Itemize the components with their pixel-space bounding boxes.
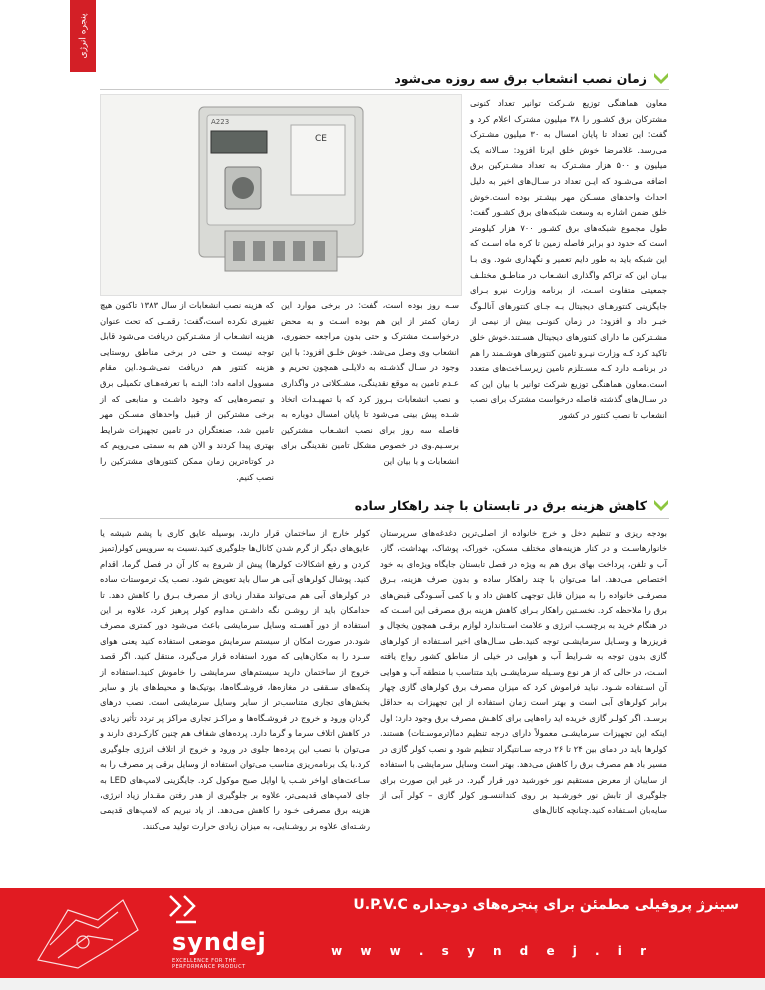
ad-brand: syndej <box>172 928 267 956</box>
article2-heading <box>355 497 669 513</box>
article1-heading <box>394 70 669 86</box>
article2-column-left <box>100 526 370 834</box>
article1-title: زمان نصب انشعاب برق سه روزه می‌شود <box>394 70 647 86</box>
article1-column-right <box>470 96 667 423</box>
syndej-logo <box>166 892 276 972</box>
section-tab <box>70 0 96 72</box>
syndej-mark-icon <box>166 892 206 928</box>
ad-tagline: EXCELLENCE FOR THE PERFORMANCE PRODUCT <box>172 958 246 970</box>
article1-text-right: معاون هماهنگی توزیع شـرکت توانیر تعداد کنونی مشترکان برق کشـور را ۳۸ میلیون مشترک اعلام کرد و گفت: این تعداد تا پایان امسال به ۳۰ میلیون مشـترک می‌رسد. غلامرضا خوش خلق ایرنا افزود: سـالانه یک میلیون و ۵۰۰ هزار مشـترک به تعداد مشـترکین برق اضافه می‌شـود که ایـن تعداد در سـال‌های اخیر به دلیل احداث واحدهای مسـکن مهر بیشـتر بوده است.خوش خلق ضمن اشاره به وسعت شبکه‌های برق کشـور گفت: طول مجموع شبکه‌های برق کشـور ۷۰۰ هزار کیلومتر است که حدود دو برابر فاصله زمین تا کره ماه اسـت که این شبکه باید به طور دایم تعمیر و نگهداری شود. وی بـا بیـان این که تراکم واگذاری انشـعاب در مناطـق مختلـف جمعیتی متفاوت اسـت، از برنامه وزارت نیرو بـرای جایگزینی کنتورهـای دیجیتال بـه جـای کنتورهای آنالـوگ خبـر داد و افزود: در زمان کنونـی بیش از نیمی از مشـترکین ما دارای کنتورهای دیجیتال هسـتند.خوش خلق تاکید کرد کـه وزارت نیـرو تامین کنتورهای هوشـمند را هم در برنامـه دارد کـه مسـتلزم تامین زیرسـاخت‌های متعدد است.معاون هماهنگی توزیع شرکت توانیر با بیان این که در سـال‌های گذشته فاصله درخواست مشترک برای نصب انشعاب تا نصب کنتور در کشور <box>470 98 667 420</box>
article2-title: کاهش هزینه برق در تابستان با چند راهکار ساده <box>354 497 647 513</box>
meter-brand-text: CE <box>315 134 327 144</box>
chevron-down-icon <box>653 70 669 86</box>
electric-meter-icon <box>101 95 461 295</box>
article1-text-middle: سـه روز بوده است، گفت: در برخی موارد این زمان کمتر از این هم بوده اسـت و به محض درخواسـت مشترک و حتی بدون مراجعه حضوری، انشعاب وی وصل می‌شد. خوش خلـق افزود: با این وجود در سـال گذشـته به دلایلـی همچون تحریم و عـدم تامین به موقع نقدینگی، مشـکلاتی در واگذاری و نصب انشعابات بـروز کرد که با تمهیـدات اتخاذ شـده پیش بینی می‌شود تا پایان امسال دوباره به فاصله سه روز برای نصب انشـعاب مشترکین برسـیم.وی در خصوص مشکل تامین نقدینگی برای انشعابات و با بیان این <box>281 300 459 466</box>
article1-column-middle <box>281 298 459 470</box>
article1-text-left: که هزینه نصب انشعابات از سال ۱۳۸۳ تاکنون هیچ تغییری نکرده است،گفت: رقمـی که تحت عنوان هزینه انشـعاب از مشـترکین دریافت می‌شود قابل توجه نیست و حتی در برخی مناطق روستایی هزینه کنتور هم دریافت نمی‌شـود.این مقام مسوول ادامه داد: البتـه با تعرفه‌هـای تکمیلی برق و تبصره‌هایی که وجود داشـت و منابعی که از برخی مشترکین از قبیل واحدهای مسـکن مهر تامین شد، صنعتگران در تامین تجهیزات شرایط بهتری پیدا کردند و الان هم به سمتی می‌رویم که در کوتاه‌ترین زمان ممکن کنتورهای مشترکین را نصب کنیم. <box>100 300 274 482</box>
article2-text-right: بودجه ریزی و تنظیم دخل و خرج خانواده از اصلی‌ترین دغدغه‌های سرپرستان خانوارهاسـت و در کنار هزینه‌های مختلف مسکن، خوراک، پوشاک، بهداشت، گاز، آب و تلفن، پرداخت بهای برق هم به ویژه در فصل تابستان جایگاه ویژه‌ای به خود اختصاص می‌دهد. اما می‌توان با چند راهکار ساده و بدون صرف هزینه، بـرق مصرفـی خانواده را به میزان قابل توجهی کاهش داد و با کمی آسـودگی قبض‌های برق را ملاحظه کرد. نخسـتین راهکار بـرای کاهش هزینه برق مصرفی این اسـت که در هنگام خرید به برچسـب انرژی و علامت اسـتاندارد لوازم برقـی همچون یخچال و فریزرها و وسـایل سرمایشـی توجه کنید.طی سـال‌های اخیر اسـتفاده از کولرهای گازی بدون توجه به شـرایط آب و هوایی در خیلی از مناطق کشور رواج یافته اسـت، در حالی که از هر نوع وسـیله سرمایشـی باید متناسب با منطقه آب و هوایی آن اسـتفاده شـود. نباید فراموش کرد که میزان مصرف برق کولرهای گازی چهار برابر کولرهای آبی است و بهتر است زمان استفاده از این تجهیزات به حداقل برسـد. اگر کولـر گازی خریده اید راه‌هایی برای کاهـش مصرف برق وجود دارد: اول اینکه این تجهیزات سرمایشـی معمولاً دارای درجه تنظیم دما(ترموسـتات) هستند. کولرها باید در دمای بین ۲۴ تا ۲۶ درجه سـانتیگراد تنظیم شود و نصب کولر گازی در مسیر باد هم مصرف برق را کاهش می‌دهد. بهتر است وسایل سرمایشی با استفاده از سایبان از معرض مستقیم نور خورشید دور قرار گیرد. در غیر این صورت برای جلوگیری از تابش نور خورشـید بر روی کنداننسـور کولر گازی – کولر آبی از سایه‌بان اسـتفاده کنید.چنانچه کانال‌های <box>380 528 667 816</box>
heading-rule <box>100 89 669 90</box>
advertisement-banner[interactable] <box>0 888 765 990</box>
ad-slogan: سینرژ پروفیلی مطمئن برای پنجره‌های دوجداره U.P.V.C <box>353 897 739 913</box>
meter-model-text: A223 <box>211 118 230 126</box>
article1-column-left <box>100 298 274 485</box>
electricity-meter-photo <box>100 94 462 296</box>
ad-background <box>0 888 765 978</box>
article2-text-left: کولر خارج از ساختمان قرار دارند، بوسیله عایق کاری با پشم شیشه یا عایق‌های دیگر از گرم شدن کانال‌ها جلوگیری کنید.نسبت به سرویس کولر(تمیز کردن و رفع اشکالات کولرها) پیش از شروع به کار آن در فصل گرما، اقدام کنید. پوشال کولرهای آبی هر سال باید تعویض شود. نصب یک ترموستات ساده در کولرهای آبی هم می‌تواند مقدار زیادی از مصرف بـرق را کاهش دهد. تا حدامکان باید از روشـن نگه داشـتن مداوم کولر پرهیز کرد، علاوه بر این استفاده از دور آهسـته وسایل سرمایشی باعث می‌شود دور کمتری مصرف شود.در صورت امکان از سیستم سرمایش موضعی استفاده کنید یعنی هوای سـرد را به مکان‌هایی که مورد استفاده قرار می‌گیرد، منتقل کنید. اگر قصد خروج از ساختمان دارید سیستم‌های سرمایشی را خاموش کنید.استفاده از پنکه‌های سـقفی در مغازه‌ها، فروشـگاه‌ها، بوتیک‌ها و محیط‌های باز و سایر بخش‌های تجاری متناسب‌تر از سایر وسایل سرمایشی است. نصب درهای گردان ورود و خروج در فروشـگاه‌ها و مراکـز تجاری مراکز پر تردد تأثیر زیادی در کاهش اتلاف سرما و گرما دارد. پرده‌های شفاف هم چنین کارکـردی دارند و می‌توان با نصب این پرده‌ها جلوی در ورود و خروج از اتلاف انرژی جلوگیری کرد.با یک برنامه‌ریزی مناسب می‌توان استفاده از وسایل برقی پر مصرف را به سـاعت‌های اواخر شـب یا اوایل صبح موکول کرد. جایگزینی لامپ‌های LED به جای لامپ‌های قدیمی‌تر، علاوه بر جلوگیری از هدر رفتن مقـدار زیاد انرژی، هزینه برق مصرفی خـود را کاهش می‌دهد. از یاد نبریم که لامپ‌های قدیمی رشـته‌ای علاوه بر روشـنایی، به میزان زیادی حرارت تولید می‌کنند. <box>100 528 371 831</box>
article2-column-right <box>380 526 667 819</box>
chevron-down-icon <box>653 497 669 513</box>
ad-url-link[interactable]: w w w . s y n d e j . i r <box>331 944 653 958</box>
section-tab-label: پنجره انرژی <box>78 13 88 59</box>
window-sketch-icon <box>28 890 148 976</box>
ad-bottom-strip <box>0 978 765 990</box>
heading-rule <box>100 518 669 519</box>
